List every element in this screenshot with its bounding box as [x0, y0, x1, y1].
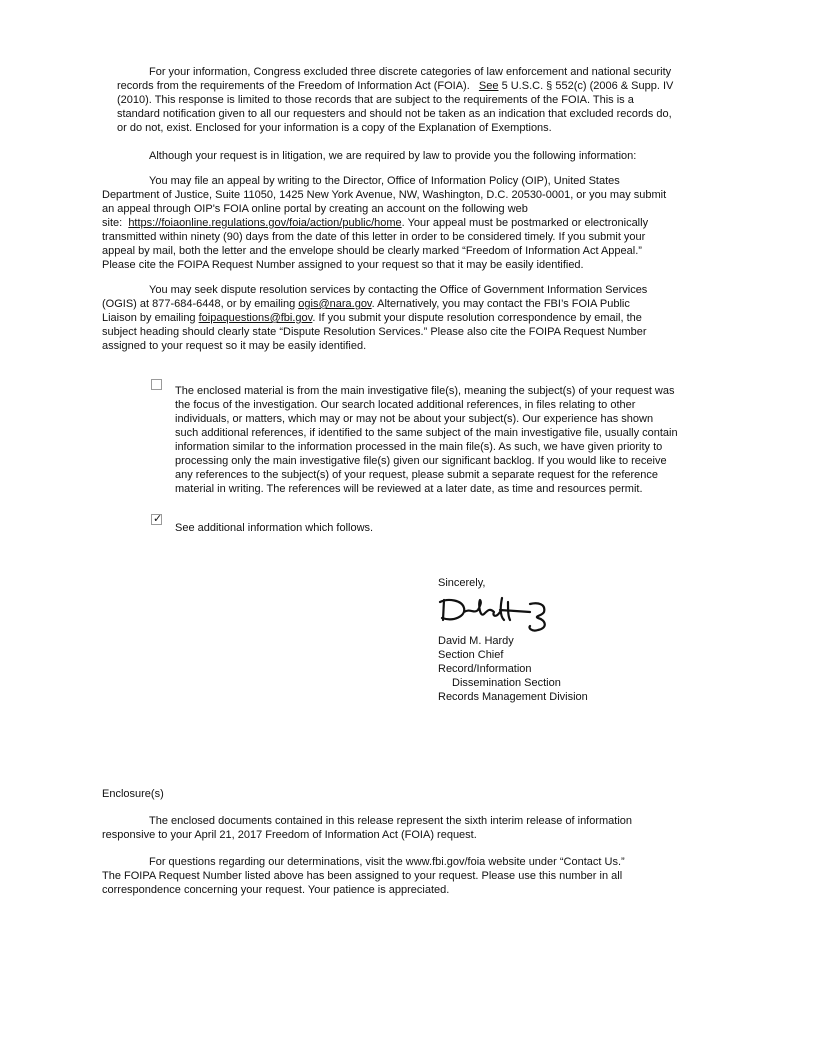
signer-unit: Dissemination Section [452, 677, 561, 689]
foipa-email-link[interactable]: foipaquestions@fbi.gov [198, 312, 313, 324]
exclusions-line: (2010). This response is limited to those records that are subject to the requirements of the FOIA. This is a [117, 94, 634, 106]
main-file-line: any references to the subject(s) of your request, please submit a separate request for the reference [175, 469, 659, 481]
oip-portal-link[interactable]: https://foiaonline.regulations.gov/foia/action/public/home [128, 217, 402, 229]
dispute-line: assigned to your request so it may be easily identified. [102, 340, 367, 352]
letter-page: For your information, Congress excluded three discrete categories of law enforcement and national security records from the requirements of the Freedom of Information Act (FOIA). See 5 U.S.C. § 552(c) (2006 & Supp. IV (2010). This response is limited to those records that are subject to the requirements of the FOIA. This is a standard notification given to all our requesters and should not be taken as an indication that excluded records do, or do not, exist. Enclosed for your information is a copy of the Explanation of Exemptions. Although your request is in litigation, we are required by law to provide you the following information: You may file an appeal by writing to the Director, Office of Information Policy (OIP), United States Department of Justice, Suite 11050, 1425 New York Avenue, NW, Washington, D.C. 20530-0001, or you may submit an appeal through OIP's FOIA online portal by creating an account on the following web site: https://foiaonline.regulations.gov/foia/action/public/home. Your appeal must be postmarked or electronically transmitted within ninety (90) days from the date of this letter in order to be considered timely. If you submit your appeal by mail, both the letter and the envelope should be clearly marked “Freedom of Information Act Appeal.” Please cite the FOIPA Request Number assigned to your request so that it may be easily identified. You may seek dispute resolution services by contacting the Office of Government Information Services (OGIS) at 877-684-6448, or by emailing ogis@nara.gov. Alternatively, you may contact the FBI’s FOIA Public Liaison by emailing foipaquestions@fbi.gov. If you submit your dispute resolution correspondence by email, the subject heading should clearly state “Dispute Resolution Services.” Please also cite the FOIPA Request Number assigned to your request so it may be easily identified. The enclosed material is from the main investigative file(s), meaning the subject(s) of your request was the focus of the investigation. Our search located additional references, in files relating to other individuals, or matters, which may or may not be about your subject(s). Our experience has shown such additional references, if identified to the same subject of the main investigative file, usually contain information similar to the information processed in the main file(s). As such, we have given priority to processing only the main investigative file(s) given our significant backlog. If you would like to receive any references to the subject(s) of your request, please submit a separate request for the reference material in writing. The references will be reviewed at a later date, as time and resources permit. ✓ See additional information which follows. Sincerely, David M. Hardy Section Chief Record/Information Dissemination Section Records Management Division Enclosure(s) The enclosed documents contained in this release represent the sixth interim release of information responsive to your April 21, 2017 Freedom of Information Act (FOIA) request. For questions regarding our determinations, visit the www.fbi.gov/foia website under “Contact Us.” The FOIPA Request Number listed above has been assigned to your request. Please use this number in all correspondence concerning your request. Your patience is appreciated. [102, 66, 678, 896]
appeal-line: an appeal through OIP's FOIA online portal by creating an account on the following web [102, 203, 528, 215]
litigation-paragraph: Although your request is in litigation, we are required by law to provide you the following information: [149, 150, 637, 162]
appeal-line: transmitted within ninety (90) days from the date of this letter in order to be considered timely. If you submit your [102, 231, 646, 243]
main-file-line: the focus of the investigation. Our search located additional references, in files relating to other [175, 399, 636, 411]
signer-title: Section Chief [438, 649, 504, 661]
main-file-line: such additional references, if identified to the same subject of the main investigative file, usually contain [175, 427, 678, 439]
see-citation-link: See [478, 80, 499, 92]
signer-division: Records Management Division [438, 691, 588, 703]
appeal-line: Please cite the FOIPA Request Number assigned to your request so that it may be easily identified. [102, 259, 584, 271]
enclosure-note: Enclosure(s) [102, 788, 164, 800]
handwritten-signature [434, 594, 568, 634]
exclusions-line: For your information, Congress excluded three discrete categories of law enforcement and national security [149, 66, 672, 78]
exclusions-line: 5 U.S.C. § 552(c) (2006 & Supp. IV [501, 80, 674, 92]
main-file-line: The enclosed material is from the main investigative file(s), meaning the subject(s) of your request was [175, 385, 675, 397]
valediction: Sincerely, [438, 577, 486, 589]
ogis-email-link[interactable]: ogis@nara.gov [298, 298, 372, 310]
signer-name: David M. Hardy [438, 635, 514, 647]
main-file-line: material in writing. The references will be reviewed at a later date, as time and resources permit. [175, 483, 643, 495]
dispute-line: You may seek dispute resolution services by contacting the Office of Government Information Services [149, 284, 648, 296]
main-file-line: individuals, or matters, which may or may not be about your subject(s). Our experience has shown [175, 413, 654, 425]
appeal-line: appeal by mail, both the letter and the envelope should be clearly marked “Freedom of Information Act Appeal.” [102, 245, 642, 257]
checkmark-icon: ✓ [153, 512, 163, 525]
exclusions-line: records from the requirements of the Freedom of Information Act (FOIA). [117, 80, 470, 92]
main-file-line: processing only the main investigative file(s) given our significant backlog. If you would like to receive [175, 455, 667, 467]
additional-info-checkbox[interactable] [151, 514, 162, 525]
additional-info-label: See additional information which follows. [175, 522, 374, 534]
dispute-line: subject heading should clearly state “Dispute Resolution Services.” Please also cite the FOIPA Request Number [102, 326, 647, 338]
signer-unit: Record/Information [438, 663, 532, 675]
exclusions-line: or do not, exist. Enclosed for your information is a copy of the Explanation of Exemptions. [117, 122, 552, 134]
appeal-line: Department of Justice, Suite 11050, 1425 New York Avenue, NW, Washington, D.C. 20530-0001, or you may submit [102, 189, 667, 201]
appeal-line: You may file an appeal by writing to the Director, Office of Information Policy (OIP), United States [149, 175, 620, 187]
main-file-checkbox[interactable] [151, 379, 162, 390]
exclusions-line: standard notification given to all our requesters and should not be taken as an indication that excluded records do, [117, 108, 672, 120]
main-file-line: information similar to the information processed in the main file(s). As such, we have given priority to [175, 441, 663, 453]
